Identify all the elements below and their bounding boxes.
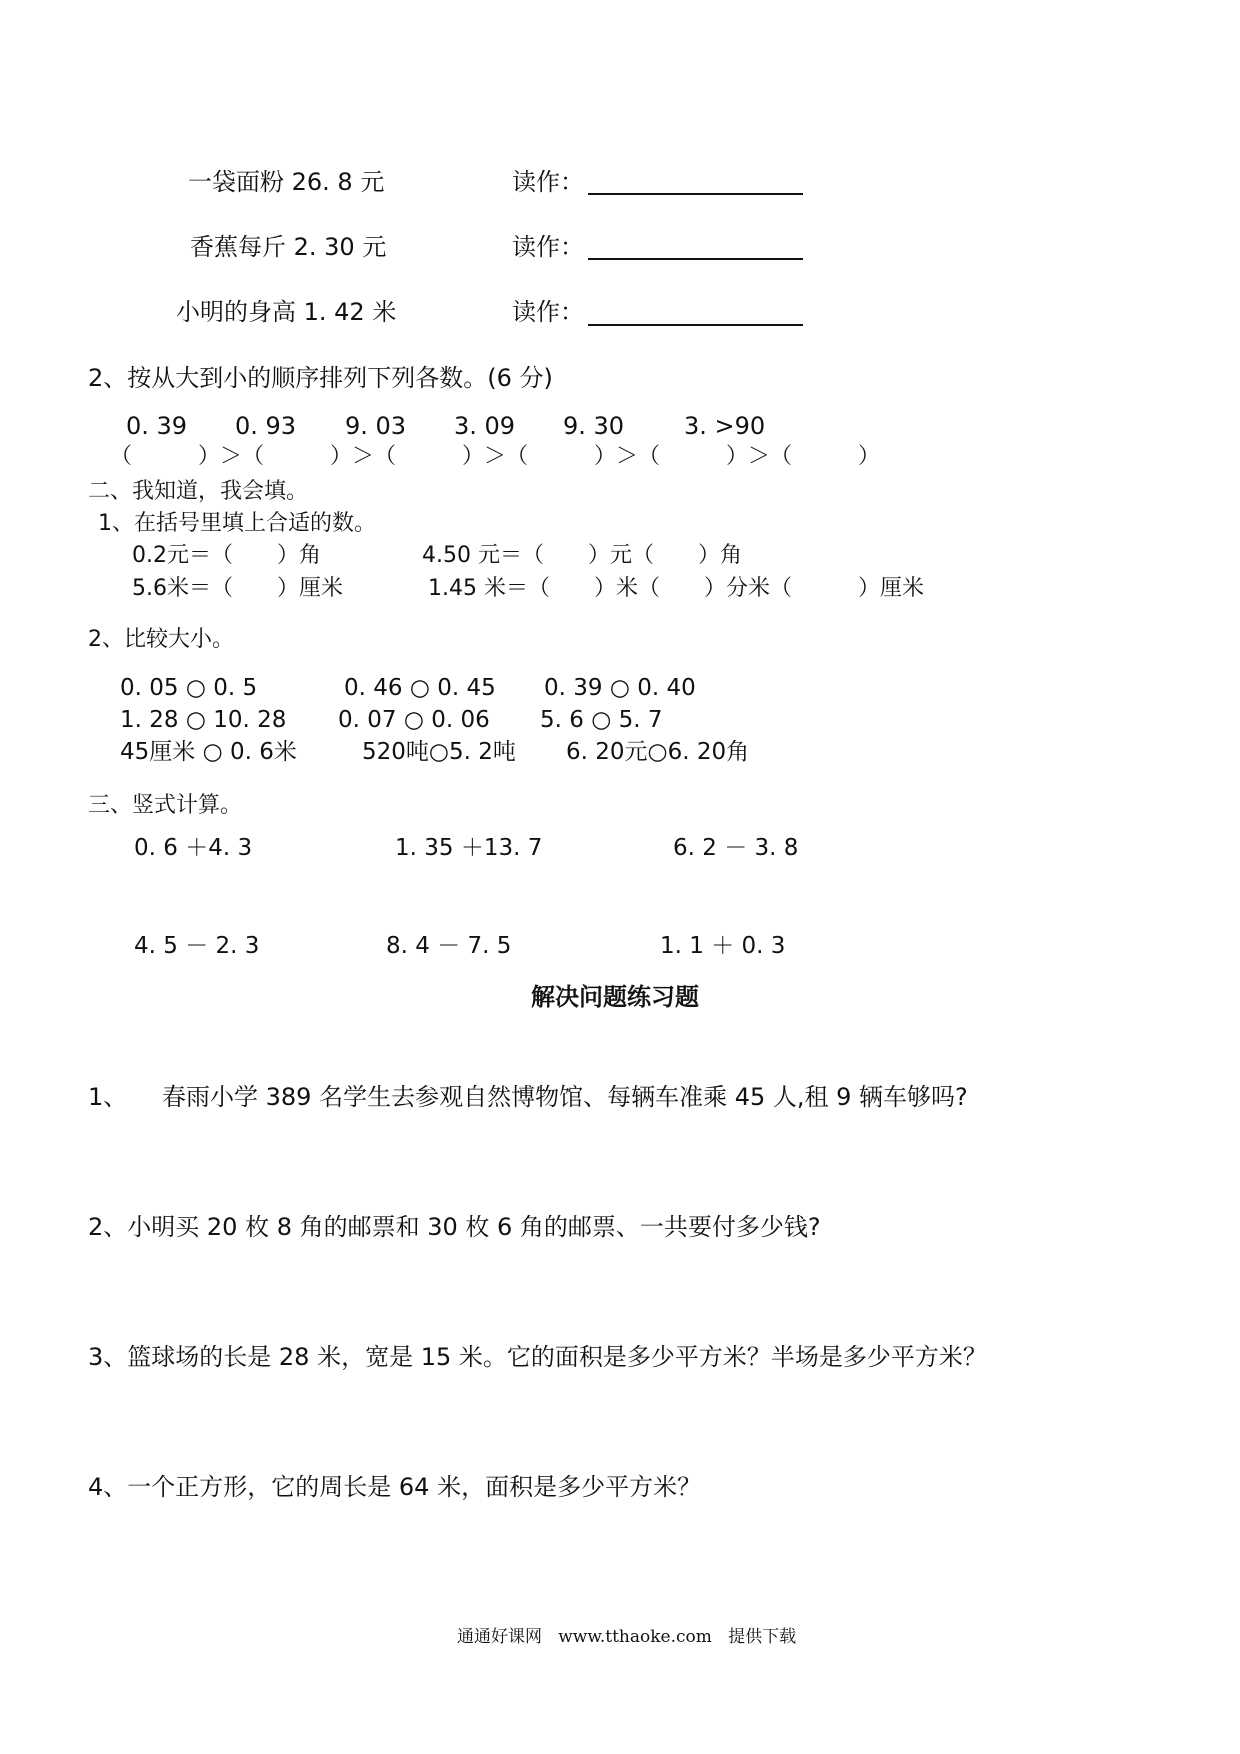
problem-3-text: 3、篮球场的长是 28 米，宽是 15 米。它的面积是多少平方米？半场是多少平方米？ (88, 1343, 987, 1371)
reading-answer-blank-3[interactable] (588, 324, 803, 326)
reading-label-3: 读作： (512, 298, 584, 326)
calc-item-2: 1. 35 ＋13. 7 (395, 835, 543, 861)
compare-item-7[interactable]: 45厘米 ○ 0. 6米 (120, 739, 297, 765)
fill-item-1[interactable]: 0.2元＝（ ）角 (132, 543, 321, 568)
calc-item-4: 4. 5 － 2. 3 (134, 933, 260, 959)
fill-question-title: 1、在括号里填上合适的数。 (98, 511, 376, 536)
problem-2-text: 2、小明买 20 枚 8 角的邮票和 30 枚 6 角的邮票、一共要付多少钱? (88, 1213, 821, 1241)
ordering-answer-blanks[interactable]: （ ）＞（ ）＞（ ）＞（ ）＞（ ）＞（ ） (110, 444, 881, 469)
reading-item-2: 香蕉每斤 2. 30 元 (190, 233, 387, 261)
reading-item-3: 小明的身高 1. 42 米 (176, 298, 397, 326)
compare-question-title: 2、比较大小。 (88, 627, 234, 652)
calc-item-6: 1. 1 ＋ 0. 3 (660, 933, 786, 959)
compare-item-6[interactable]: 5. 6 ○ 5. 7 (540, 707, 663, 733)
problem-1-number: 1、 (88, 1083, 128, 1111)
reading-item-1: 一袋面粉 26. 8 元 (188, 168, 385, 196)
ordering-number-5: 9. 30 (563, 412, 625, 440)
reading-label-1: 读作： (512, 168, 584, 196)
ordering-number-2: 0. 93 (235, 412, 297, 440)
fill-item-4[interactable]: 1.45 米＝（ ）米（ ）分米（ ）厘米 (428, 576, 924, 601)
problem-1-text: 春雨小学 389 名学生去参观自然博物馆、每辆车准乘 45 人,租 9 辆车够吗? (162, 1083, 968, 1111)
ordering-number-6: 3. >90 (684, 412, 766, 440)
problem-4-text: 4、一个正方形，它的周长是 64 米，面积是多少平方米？ (88, 1473, 702, 1501)
reading-answer-blank-1[interactable] (588, 193, 803, 195)
compare-item-8[interactable]: 520吨○5. 2吨 (362, 739, 516, 765)
problems-title: 解决问题练习题 (531, 983, 699, 1011)
calc-item-5: 8. 4 － 7. 5 (386, 933, 512, 959)
reading-label-2: 读作： (512, 233, 584, 261)
footer-text: 通通好课网 www.tthaoke.com 提供下载 (457, 1627, 797, 1647)
compare-item-3[interactable]: 0. 39 ○ 0. 40 (544, 675, 696, 701)
calc-item-3: 6. 2 － 3. 8 (673, 835, 799, 861)
section-3-heading: 三、竖式计算。 (88, 793, 243, 818)
calc-item-1: 0. 6 ＋4. 3 (134, 835, 253, 861)
ordering-number-1: 0. 39 (126, 412, 188, 440)
compare-item-4[interactable]: 1. 28 ○ 10. 28 (120, 707, 287, 733)
compare-item-1[interactable]: 0. 05 ○ 0. 5 (120, 675, 258, 701)
compare-item-2[interactable]: 0. 46 ○ 0. 45 (344, 675, 496, 701)
fill-item-3[interactable]: 5.6米＝（ ）厘米 (132, 576, 343, 601)
reading-answer-blank-2[interactable] (588, 258, 803, 260)
ordering-question-title: 2、按从大到小的顺序排列下列各数。(6 分) (88, 364, 553, 392)
section-2-heading: 二、我知道，我会填。 (88, 479, 309, 504)
compare-item-9[interactable]: 6. 20元○6. 20角 (566, 739, 750, 765)
ordering-number-4: 3. 09 (454, 412, 516, 440)
compare-item-5[interactable]: 0. 07 ○ 0. 06 (338, 707, 490, 733)
fill-item-2[interactable]: 4.50 元＝（ ）元（ ）角 (422, 543, 742, 568)
ordering-number-3: 9. 03 (345, 412, 407, 440)
